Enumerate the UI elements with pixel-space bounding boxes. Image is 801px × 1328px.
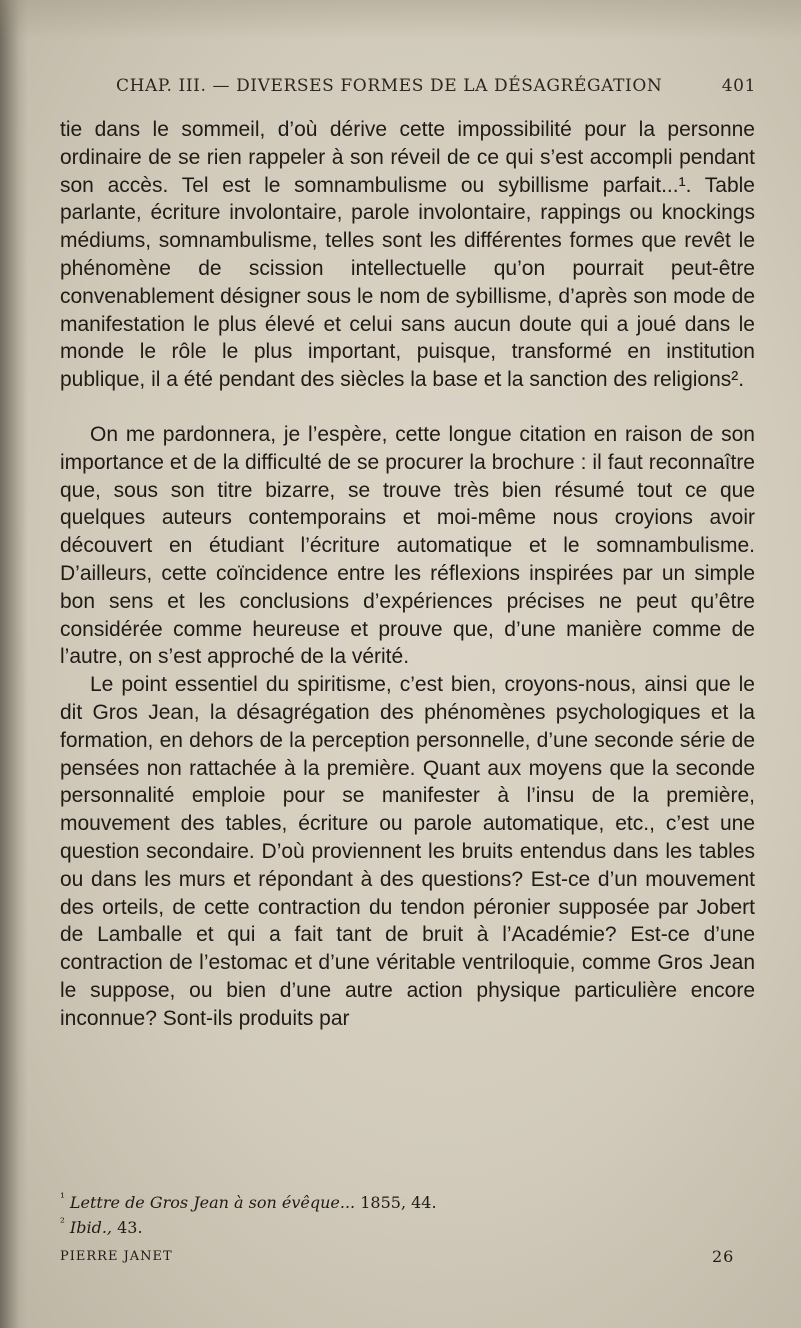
paragraph-spiritism: Le point essentiel du spiritisme, c’est bien, croyons-nous, ainsi que le dit Gros Jean, la désagrégation des phénomènes psychologiques et la formation, en dehors de la perception personnelle, d’une seconde série de pensées non rattachée à la première. Quant aux moyens que la seconde personnalité emploie pour se manifester à l’insu de la première, mouvement des tables, écriture ou parole automatique, etc., c’est une question secondaire. D’où proviennent les bruits entendus dans les tables ou dans les murs et répondant à des questions? Est-ce d’un mouvement des orteils, de cette contraction du tendon péronier supposée par Jobert de Lamballe et qui a fait tant de bruit à l’Académie? Est-ce d’une contraction de l’estomac et d’une véritable ventriloquie, comme Gros Jean le suppose, ou bien d’une autre action physique particulière encore inconnue? Sont-ils produits par (60, 673, 755, 1030)
footnotes (60, 1190, 760, 1269)
paragraph-citation-remark: On me pardonnera, je l’espère, cette longue citation en raison de son importance et de la difficulté de se procurer la brochure : il faut reconnaître que, sous son titre bizarre, se trouve très bien résumé tout ce que quelques auteurs contemporains et moi-même nous croyions avoir découvert en étudiant l’écriture automatique et le somnambulisme. D’ailleurs, cette coïncidence entre les réflexions inspirées par un simple bon sens et les conclusions d’expériences précises ne peut qu’être considérée comme heureuse et prouve que, d’une manière comme de l’autre, on s’est approché de la vérité. (60, 422, 755, 669)
footnote-source: Ibid., (69, 1218, 112, 1237)
top-edge-shadow (0, 0, 801, 40)
printer-signature: PIERRE JANET (60, 1249, 173, 1264)
footnote-source: Lettre de Gros Jean à son évêque... (69, 1193, 356, 1212)
signature-line (60, 1244, 760, 1269)
footnote-mark: ¹ (60, 1190, 65, 1205)
body-text (60, 116, 755, 1033)
footnote-detail: 43. (117, 1218, 143, 1237)
footnote-mark: ² (60, 1215, 65, 1230)
footnote-1 (60, 1190, 760, 1215)
signature-number: 26 (712, 1247, 735, 1266)
binding-gutter-shadow (0, 0, 28, 1328)
page-number: 401 (721, 76, 756, 96)
footnote-2 (60, 1215, 760, 1240)
footnote-detail: 1855, 44. (360, 1193, 437, 1212)
chapter-title: CHAP. III. — DIVERSES FORMES DE LA DÉSAGRÉGATION (116, 76, 663, 96)
paragraph-continuation: tie dans le sommeil, d’où dérive cette impossibilité pour la personne ordinaire de se rien rappeler à son réveil de ce qui s’est accompli pendant son accès. Tel est le somnambulisme ou sybillisme parfait...¹. Table parlante, écriture involontaire, parole involontaire, rappings ou knockings médiums, somnambulisme, telles sont les différentes formes que revêt le phénomène de scission intellectuelle qu’on pourrait peut-être convenablement désigner sous le nom de sybillisme, d’après son mode de manifestation le plus élevé et celui sans aucun doute qui a joué dans le monde le rôle le plus important, puisque, transformé en institution publique, il a été pendant des siècles la base et la sanction des religions². (60, 118, 755, 392)
running-header (116, 76, 756, 102)
